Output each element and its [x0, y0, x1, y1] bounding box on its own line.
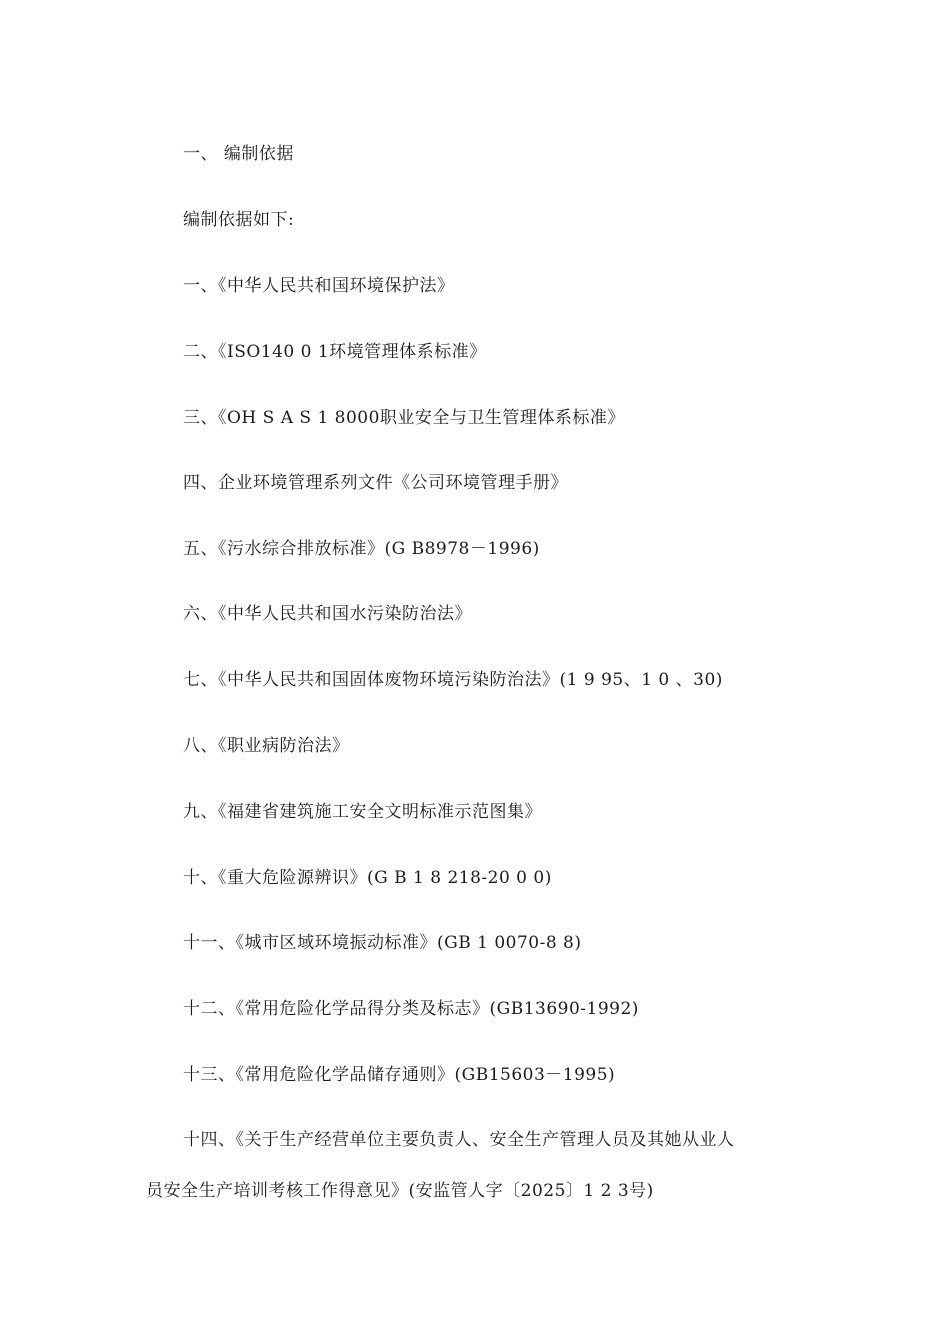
intro-text: 编制依据如下:: [183, 210, 295, 230]
list-item: 十一、《城市区域环境振动标准》(GB 1 0070-8 8): [183, 933, 582, 953]
list-item: 八、《职业病防治法》: [183, 736, 350, 756]
list-item: 四、企业环境管理系列文件《公司环境管理手册》: [183, 473, 568, 493]
list-item: 三、《OH S A S 1 8000职业安全与卫生管理体系标准》: [183, 408, 625, 428]
list-item: 十二、《常用危险化学品得分类及标志》(GB13690-1992): [183, 999, 639, 1019]
section-heading: 一、 编制依据: [183, 144, 294, 164]
list-item: 十三、《常用危险化学品储存通则》(GB15603－1995): [183, 1065, 616, 1085]
list-item: 十、《重大危险源辨识》(G B 1 8 218-20 0 0): [183, 868, 552, 888]
list-item-last-line2: 员安全生产培训考核工作得意见》(安监管人字〔2025〕1 2 3号): [146, 1181, 654, 1201]
list-item: 二、《ISO140 0 1环境管理体系标准》: [183, 342, 487, 362]
list-item: 六、《中华人民共和国水污染防治法》: [183, 604, 472, 624]
list-item: 七、《中华人民共和国固体废物环境污染防治法》(1 9 95、1 0 、30): [183, 670, 723, 690]
list-item: 九、《福建省建筑施工安全文明标准示范图集》: [183, 802, 542, 822]
list-item: 一、《中华人民共和国环境保护法》: [183, 276, 455, 296]
list-item: 五、《污水综合排放标准》(G B8978－1996): [183, 539, 540, 559]
list-item-last-line1: 十四、《关于生产经营单位主要负责人、安全生产管理人员及其她从业人: [183, 1130, 735, 1150]
